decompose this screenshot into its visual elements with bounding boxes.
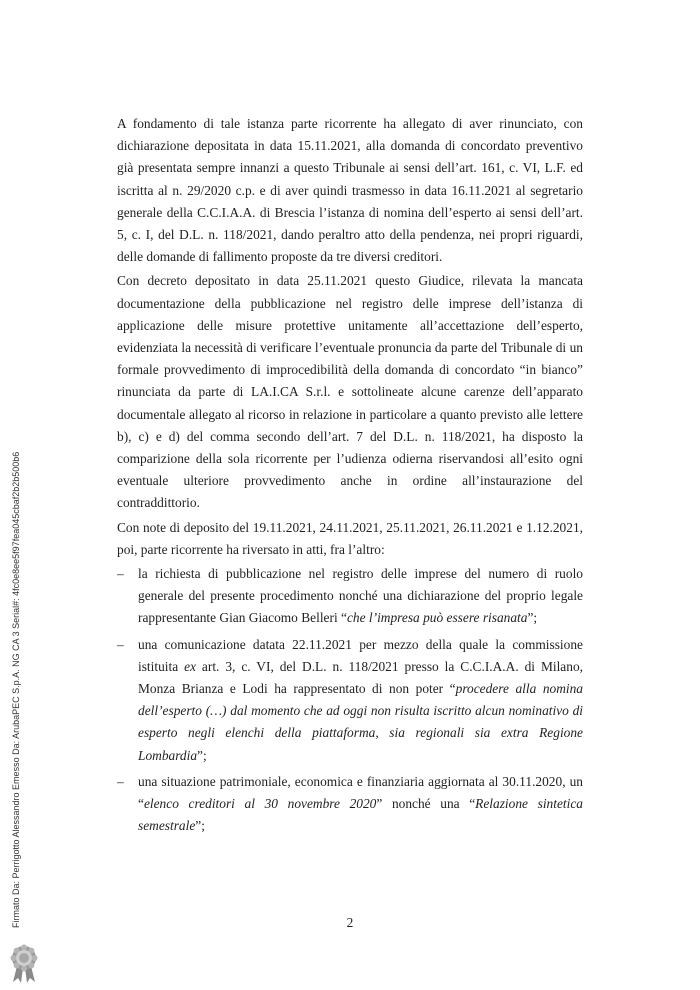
list-item-tail: ”; xyxy=(197,747,207,763)
dash-bullet: – xyxy=(117,773,124,789)
document-body xyxy=(117,113,583,842)
attachments-list xyxy=(117,563,583,837)
list-item-text: art. 3, c. VI, del D.L. n. 118/2021 presso la C.C.I.A.A. di Milano, Monza Brianza e Lodi ha rappresentato di non poter “ xyxy=(138,658,583,697)
dash-bullet: – xyxy=(117,566,124,582)
list-item-tail: ”; xyxy=(195,818,205,834)
list-item-quote: elenco creditori al 30 novembre 2020 xyxy=(143,796,377,812)
list-item xyxy=(117,634,583,767)
paragraph-1: A fondamento di tale istanza parte ricorrente ha allegato di aver rinunciato, con dichiarazione depositata in data 15.11.2021, alla domanda di concordato preventivo già presentata sempre innanzi a questo Tribunale ai sensi dell’art. 161, c. VI, L.F. ed iscritta al n. 29/2020 c.p. e di aver quindi trasmesso in data 16.11.2021 al segretario generale della C.C.I.A.A. di Brescia l’istanza di nomina dell’esperto ai sensi dell’art. 5, c. I, del D.L. n. 118/2021, dando peraltro atto della pendenza, nei propri riguardi, delle domande di fallimento proposte da tre diversi creditori. xyxy=(117,116,583,265)
list-item-text: la richiesta di pubblicazione nel registro delle imprese del numero di ruolo generale del presente procedimento nonché una dichiarazione del proprio legale rappresentante Gian Giacomo Belleri “ xyxy=(138,566,583,626)
list-item-text: una comunicazione datata 22.11.2021 per mezzo della quale la commissione istituita xyxy=(138,636,583,674)
list-item-text: ” nonché una “ xyxy=(376,796,476,812)
list-item-quote: che l’impresa può essere risanata xyxy=(346,610,528,626)
list-item xyxy=(117,771,583,838)
digital-signature-strip xyxy=(4,451,21,938)
paragraph-3: Con note di deposito del 19.11.2021, 24.11.2021, 25.11.2021, 26.11.2021 e 1.12.2021, poi, parte ricorrente ha riversato in atti, fra l’altro: xyxy=(117,519,583,557)
page-number: 2 xyxy=(346,915,354,930)
list-item-quote: Relazione sintetica semestrale xyxy=(138,796,583,834)
list-item-italic: ex xyxy=(184,658,196,674)
list-item-quote: procedere alla nomina dell’esperto (…) dal momento che ad oggi non risulta iscritto alcun nominativo di esperto negli elenchi della piattaforma, sia regionali sia extra Regione Lombardia xyxy=(138,681,583,763)
dash-bullet: – xyxy=(117,636,124,652)
list-item-text: una situazione patrimoniale, economica e finanziaria aggiornata al 30.11.2020, un “ xyxy=(138,773,583,812)
list-item xyxy=(117,563,583,630)
signature-text: Firmato Da: Perrigotto Alessandro Emesso Da: ArubaPEC S.p.A. NG CA 3 Serial#: 4fc0e8ee5f97fea045cbaf2b2b500b6 xyxy=(11,451,21,928)
paragraph-2: Con decreto depositato in data 25.11.2021 questo Giudice, rilevata la mancata documentazione della pubblicazione nel registro delle imprese dell’istanza di applicazione delle misure protettive unitamente all’accettazione dell’esperto, evidenziata la necessità di verificare l’eventuale pronuncia da parte del Tribunale di un formale provvedimento di improcedibilità della domanda di concordato “in bianco” rinunciata da parte di LA.I.CA S.r.l. e sottolineate alcune carenze dell’apparato documentale allegato al ricorso in relazione in particolare a quanto previsto alle lettere b), c) e d) del comma secondo dell’art. 7 del D.L. n. 118/2021, ha disposto la comparizione della sola ricorrente per l’udienza odierna riservandosi all’esito ogni eventuale ulteriore provvedimento anche in ordine all’instaurazione del contraddittorio. xyxy=(117,273,583,511)
rosette-seal-icon xyxy=(4,944,44,984)
list-item-tail: ”; xyxy=(527,610,538,626)
